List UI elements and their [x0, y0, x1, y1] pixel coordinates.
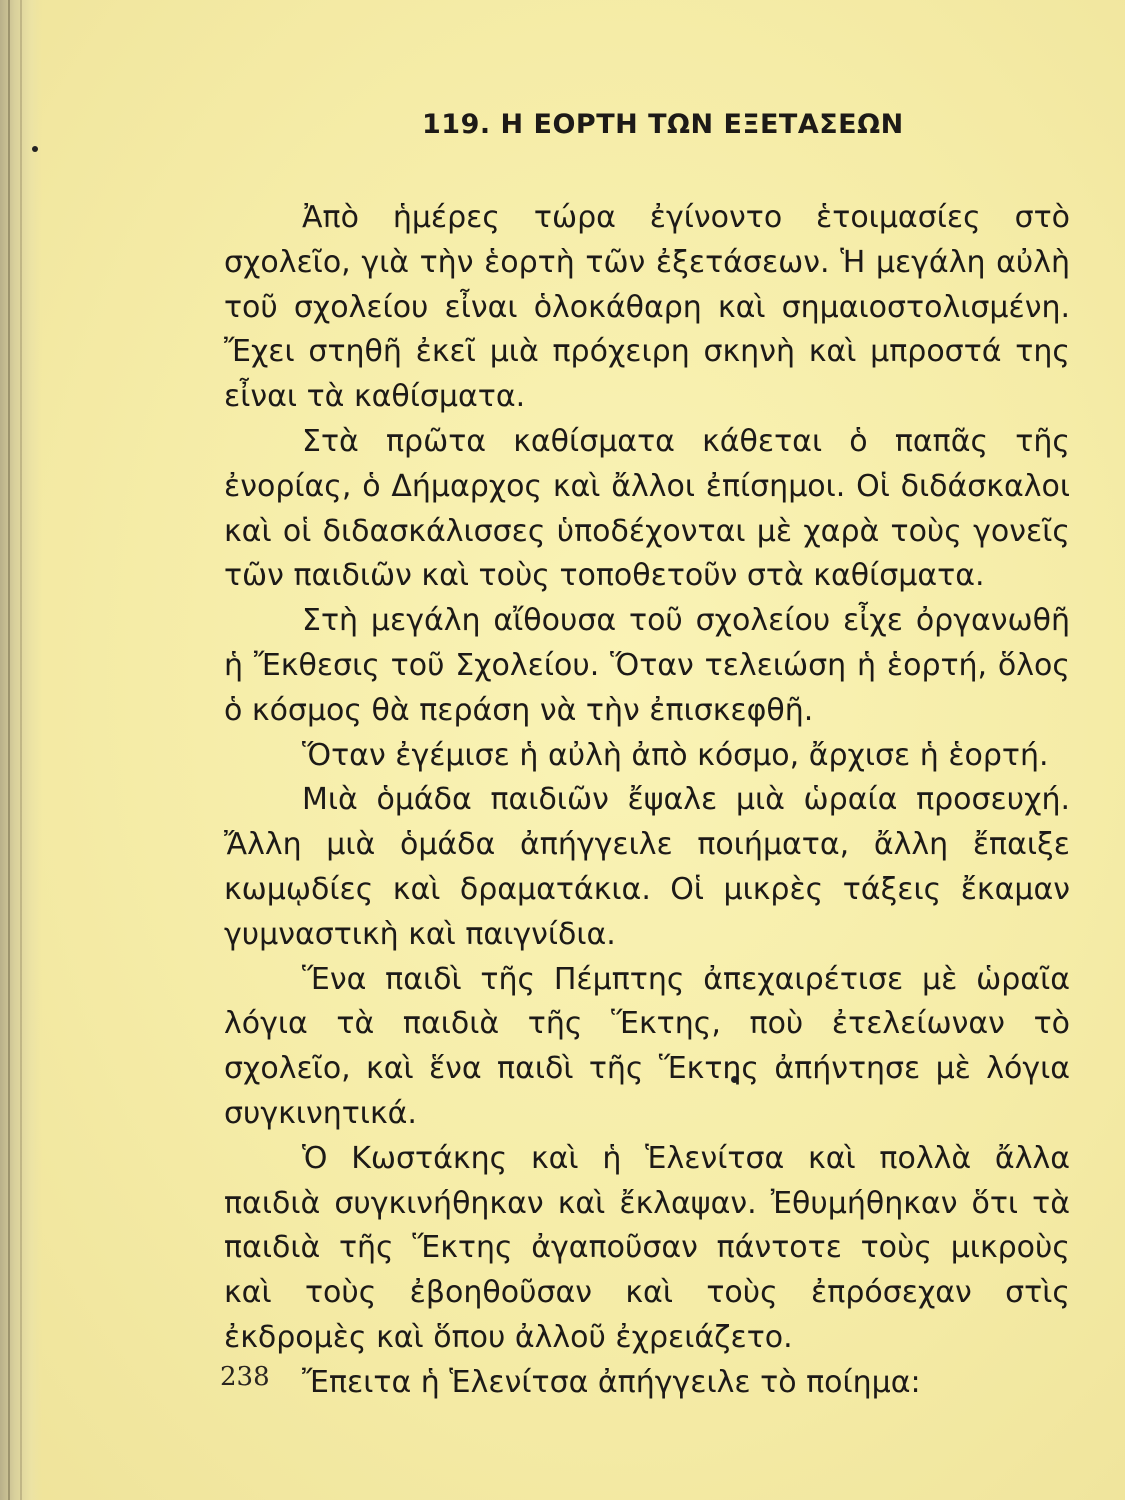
- paragraph-5: Μιὰ ὁμάδα παιδιῶν ἔψαλε μιὰ ὡραία προσευχή. Ἄλλη μιὰ ὁμάδα ἀπήγγειλε ποιήματα, ἄλλη ἔπαιξε κωμῳδίες καὶ δραματάκια. Οἱ μικρὲς τάξεις ἔκαμαν γυμναστικὴ καὶ παιγνίδια.: [224, 782, 1070, 952]
- binding-edge-line: [20, 0, 22, 1500]
- paragraph-6: Ἕνα παιδὶ τῆς Πέμπτης ἀπεχαιρέτισε μὲ ὡραῖα λόγια τὰ παιδιὰ τῆς Ἕκτης, ποὺ ἐτελείωναν τὸ σχολεῖο, καὶ ἕνα παιδὶ τῆς Ἕκτης ἀπήντησε μὲ λόγια συγκινητικά.: [224, 961, 1070, 1131]
- binding-edge-line: [8, 0, 10, 1500]
- paragraph-3: Στὴ μεγάλη αἴθουσα τοῦ σχολείου εἶχε ὀργανωθῆ ἡ Ἔκθεσις τοῦ Σχολείου. Ὅταν τελειώση ἡ ἑορτή, ὅλος ὁ κόσμος θὰ περάση νὰ τὴν ἐπισκεφθῆ.: [224, 603, 1070, 728]
- book-binding-shadow: [0, 0, 42, 1500]
- body-text: [224, 196, 1070, 1406]
- page-content: [224, 98, 1070, 1406]
- paragraph-4: Ὅταν ἐγέμισε ἡ αὐλὴ ἀπὸ κόσμο, ἄρχισε ἡ ἑορτή.: [302, 737, 1049, 773]
- paragraph-2: Στὰ πρῶτα καθίσματα κάθεται ὁ παπᾶς τῆς ἐνορίας, ὁ Δήμαρχος καὶ ἄλλοι ἐπίσημοι. Οἱ διδάσκαλοι καὶ οἱ διδασκάλισσες ὑποδέχονται μὲ χαρὰ τοὺς γονεῖς τῶν παιδιῶν καὶ τοὺς τοποθετοῦν στὰ καθίσματα.: [224, 423, 1070, 594]
- print-speck: [32, 146, 38, 152]
- paragraph-1: Ἀπὸ ἡμέρες τώρα ἐγίνοντο ἑτοιμασίες στὸ σχολεῖο, γιὰ τὴν ἑορτὴ τῶν ἐξετάσεων. Ἡ μεγάλη αὐλὴ τοῦ σχολείου εἶναι ὁλοκάθαρη καὶ σημαιοστολισμένη. Ἔχει στηθῆ ἐκεῖ μιὰ πρόχειρη σκηνὴ καὶ μπροστά της εἶναι τὰ καθίσματα.: [224, 200, 1070, 415]
- section-title: 119. Η ΕΟΡΤΗ ΤΩΝ ΕΞΕΤΑΣΕΩΝ: [422, 109, 904, 140]
- page-number: 238: [220, 1362, 270, 1392]
- paragraph-8: Ἔπειτα ἡ Ἑλενίτσα ἀπήγγειλε τὸ ποίημα:: [302, 1364, 921, 1400]
- paragraph-7: Ὁ Κωστάκης καὶ ἡ Ἑλενίτσα καὶ πολλὰ ἄλλα παιδιὰ συγκινήθηκαν καὶ ἔκλαψαν. Ἐθυμήθηκαν ὅτι τὰ παιδιὰ τῆς Ἕκτης ἀγαποῦσαν πάντοτε τοὺς μικροὺς καὶ τοὺς ἐβοηθοῦσαν καὶ τοὺς ἐπρόσεχαν στὶς ἐκδρομὲς καὶ ὅπου ἀλλοῦ ἐχρειάζετο.: [224, 1140, 1070, 1355]
